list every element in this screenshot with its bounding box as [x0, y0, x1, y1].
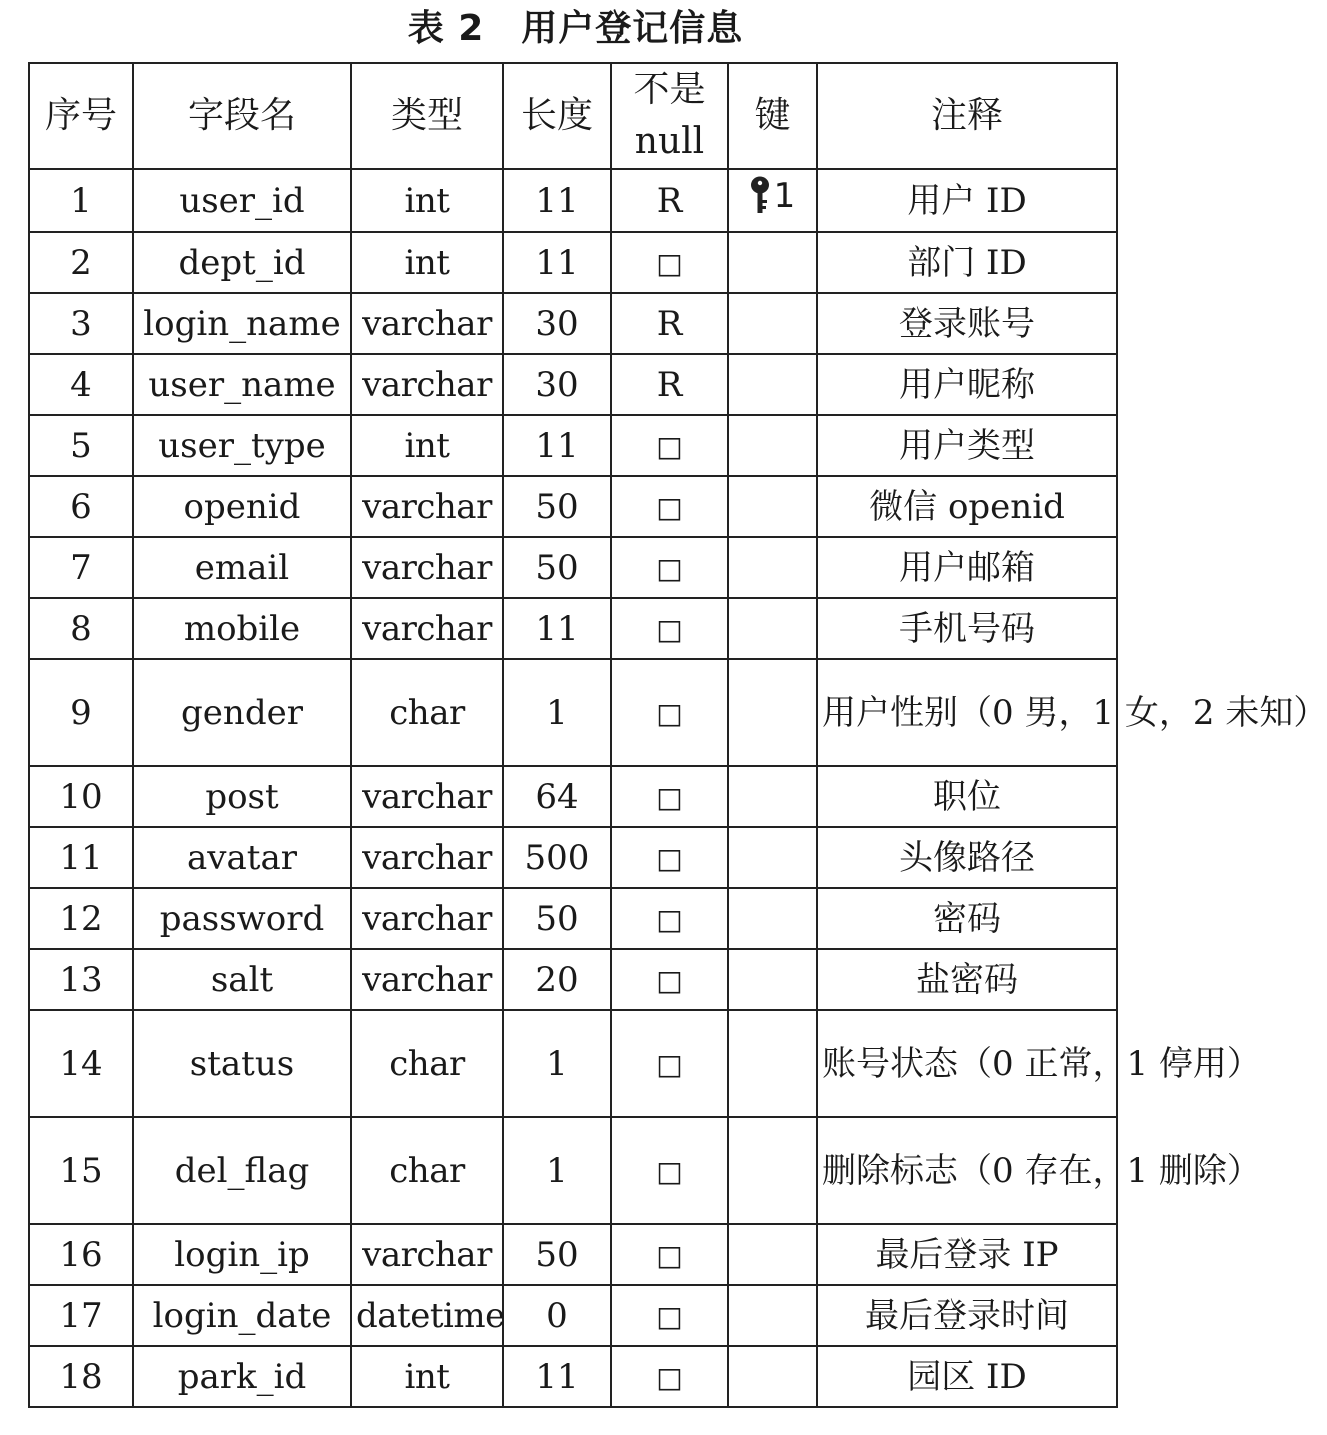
- cell-no: 1: [29, 169, 133, 232]
- header-field: 字段名: [133, 63, 351, 169]
- not-null-mark: □: [656, 1154, 683, 1188]
- cell-no: 6: [29, 476, 133, 537]
- table-row: [29, 1117, 1117, 1224]
- cell-field: user_name: [133, 354, 351, 415]
- cell-field: gender: [133, 659, 351, 766]
- cell-field: status: [133, 1010, 351, 1117]
- cell-field: del_flag: [133, 1117, 351, 1224]
- cell-type: datetime: [351, 1285, 503, 1346]
- table-row: [29, 1285, 1117, 1346]
- cell-type: char: [351, 1117, 503, 1224]
- cell-not-null: [611, 1117, 728, 1224]
- cell-key: [728, 1010, 817, 1117]
- cell-type: varchar: [351, 766, 503, 827]
- not-null-mark: R: [656, 303, 683, 344]
- cell-type: int: [351, 232, 503, 293]
- table-row: [29, 293, 1117, 354]
- cell-type: varchar: [351, 598, 503, 659]
- cell-key: [728, 659, 817, 766]
- cell-note: 用户类型: [817, 415, 1117, 476]
- cell-key: [728, 949, 817, 1010]
- table-row: [29, 827, 1117, 888]
- cell-field: openid: [133, 476, 351, 537]
- cell-field: user_id: [133, 169, 351, 232]
- cell-not-null: [611, 476, 728, 537]
- cell-not-null: [611, 293, 728, 354]
- cell-length: 30: [503, 354, 611, 415]
- cell-key: [728, 827, 817, 888]
- table-row: [29, 354, 1117, 415]
- cell-length: 20: [503, 949, 611, 1010]
- header-key: 键: [728, 63, 817, 169]
- header-no: 序号: [29, 63, 133, 169]
- cell-type: varchar: [351, 949, 503, 1010]
- cell-no: 17: [29, 1285, 133, 1346]
- not-null-mark: □: [656, 1047, 683, 1081]
- table-row: [29, 598, 1117, 659]
- cell-note: 用户昵称: [817, 354, 1117, 415]
- cell-key: [728, 537, 817, 598]
- primary-key-marker: [750, 170, 796, 222]
- cell-no: 18: [29, 1346, 133, 1407]
- header-note: 注释: [817, 63, 1117, 169]
- cell-not-null: [611, 1010, 728, 1117]
- cell-not-null: [611, 659, 728, 766]
- cell-type: varchar: [351, 1224, 503, 1285]
- cell-type: varchar: [351, 537, 503, 598]
- cell-key: [728, 293, 817, 354]
- table-row: [29, 476, 1117, 537]
- table-row: [29, 1010, 1117, 1117]
- cell-no: 5: [29, 415, 133, 476]
- cell-no: 8: [29, 598, 133, 659]
- header-length: 长度: [503, 63, 611, 169]
- cell-note: 最后登录 IP: [817, 1224, 1117, 1285]
- cell-not-null: [611, 766, 728, 827]
- cell-key: [728, 1224, 817, 1285]
- cell-note: 微信 openid: [817, 476, 1117, 537]
- cell-length: 11: [503, 232, 611, 293]
- cell-length: 1: [503, 659, 611, 766]
- cell-note: 部门 ID: [817, 232, 1117, 293]
- cell-length: 50: [503, 537, 611, 598]
- cell-length: 50: [503, 1224, 611, 1285]
- cell-length: 500: [503, 827, 611, 888]
- cell-note: 密码: [817, 888, 1117, 949]
- table-row: [29, 537, 1117, 598]
- cell-key: [728, 169, 817, 232]
- not-null-mark: R: [656, 364, 683, 405]
- cell-no: 10: [29, 766, 133, 827]
- cell-type: char: [351, 659, 503, 766]
- table-row: [29, 888, 1117, 949]
- cell-key: [728, 1346, 817, 1407]
- not-null-mark: □: [656, 963, 683, 997]
- cell-key: [728, 1285, 817, 1346]
- not-null-mark: □: [656, 246, 683, 280]
- cell-field: avatar: [133, 827, 351, 888]
- cell-no: 16: [29, 1224, 133, 1285]
- table-row: [29, 1224, 1117, 1285]
- cell-not-null: [611, 888, 728, 949]
- cell-not-null: [611, 1346, 728, 1407]
- not-null-mark: □: [656, 841, 683, 875]
- cell-no: 7: [29, 537, 133, 598]
- cell-type: varchar: [351, 293, 503, 354]
- not-null-mark: □: [656, 902, 683, 936]
- cell-key: [728, 1117, 817, 1224]
- not-null-mark: □: [656, 1360, 683, 1394]
- cell-length: 11: [503, 598, 611, 659]
- cell-note: 盐密码: [817, 949, 1117, 1010]
- cell-not-null: [611, 169, 728, 232]
- table-row: [29, 169, 1117, 232]
- not-null-mark: □: [656, 490, 683, 524]
- table-row: [29, 949, 1117, 1010]
- cell-no: 9: [29, 659, 133, 766]
- cell-key: [728, 232, 817, 293]
- cell-not-null: [611, 415, 728, 476]
- cell-note: 用户性别（0 男，1 女，2 未知）: [817, 659, 1117, 766]
- not-null-mark: □: [656, 612, 683, 646]
- cell-note: 手机号码: [817, 598, 1117, 659]
- cell-no: 4: [29, 354, 133, 415]
- cell-not-null: [611, 537, 728, 598]
- cell-length: 50: [503, 888, 611, 949]
- header-type: 类型: [351, 63, 503, 169]
- cell-not-null: [611, 1285, 728, 1346]
- cell-note: 园区 ID: [817, 1346, 1117, 1407]
- cell-not-null: [611, 949, 728, 1010]
- cell-not-null: [611, 1224, 728, 1285]
- cell-note: 最后登录时间: [817, 1285, 1117, 1346]
- cell-type: char: [351, 1010, 503, 1117]
- cell-not-null: [611, 232, 728, 293]
- cell-key: [728, 598, 817, 659]
- table-row: [29, 1346, 1117, 1407]
- cell-length: 11: [503, 1346, 611, 1407]
- cell-not-null: [611, 354, 728, 415]
- cell-key: [728, 354, 817, 415]
- cell-type: varchar: [351, 354, 503, 415]
- cell-length: 30: [503, 293, 611, 354]
- cell-note: 用户邮箱: [817, 537, 1117, 598]
- key-icon: [750, 176, 770, 216]
- table-row: [29, 766, 1117, 827]
- cell-field: post: [133, 766, 351, 827]
- cell-length: 11: [503, 415, 611, 476]
- cell-type: varchar: [351, 888, 503, 949]
- cell-length: 1: [503, 1010, 611, 1117]
- cell-type: int: [351, 169, 503, 232]
- cell-no: 13: [29, 949, 133, 1010]
- cell-field: login_ip: [133, 1224, 351, 1285]
- cell-length: 11: [503, 169, 611, 232]
- cell-not-null: [611, 598, 728, 659]
- cell-field: park_id: [133, 1346, 351, 1407]
- header-row: [29, 63, 1117, 169]
- cell-note: 用户 ID: [817, 169, 1117, 232]
- cell-no: 15: [29, 1117, 133, 1224]
- cell-no: 11: [29, 827, 133, 888]
- not-null-mark: R: [656, 180, 683, 221]
- user-registration-table: [28, 62, 1327, 1408]
- cell-no: 2: [29, 232, 133, 293]
- key-number: 1: [773, 176, 796, 216]
- header-not-null: 不是 null: [611, 63, 728, 169]
- cell-type: varchar: [351, 476, 503, 537]
- cell-key: [728, 766, 817, 827]
- not-null-mark: □: [656, 1299, 683, 1333]
- cell-length: 1: [503, 1117, 611, 1224]
- cell-type: int: [351, 1346, 503, 1407]
- cell-field: password: [133, 888, 351, 949]
- cell-field: user_type: [133, 415, 351, 476]
- cell-length: 0: [503, 1285, 611, 1346]
- cell-key: [728, 888, 817, 949]
- cell-field: login_name: [133, 293, 351, 354]
- not-null-mark: □: [656, 696, 683, 730]
- cell-field: dept_id: [133, 232, 351, 293]
- cell-field: mobile: [133, 598, 351, 659]
- cell-note: 登录账号: [817, 293, 1117, 354]
- cell-no: 3: [29, 293, 133, 354]
- table-caption: 表 2 用户登记信息: [407, 8, 744, 49]
- cell-type: varchar: [351, 827, 503, 888]
- cell-no: 12: [29, 888, 133, 949]
- cell-note: 职位: [817, 766, 1117, 827]
- cell-note: 账号状态（0 正常，1 停用）: [817, 1010, 1117, 1117]
- cell-length: 64: [503, 766, 611, 827]
- not-null-mark: □: [656, 551, 683, 585]
- cell-note: 头像路径: [817, 827, 1117, 888]
- cell-field: salt: [133, 949, 351, 1010]
- cell-no: 14: [29, 1010, 133, 1117]
- cell-type: int: [351, 415, 503, 476]
- not-null-mark: □: [656, 780, 683, 814]
- cell-key: [728, 415, 817, 476]
- cell-note: 删除标志（0 存在，1 删除）: [817, 1117, 1117, 1224]
- not-null-mark: □: [656, 1238, 683, 1272]
- cell-field: email: [133, 537, 351, 598]
- cell-length: 50: [503, 476, 611, 537]
- cell-key: [728, 476, 817, 537]
- table-row: [29, 232, 1117, 293]
- cell-not-null: [611, 827, 728, 888]
- cell-field: login_date: [133, 1285, 351, 1346]
- not-null-mark: □: [656, 429, 683, 463]
- table-row: [29, 659, 1117, 766]
- table-row: [29, 415, 1117, 476]
